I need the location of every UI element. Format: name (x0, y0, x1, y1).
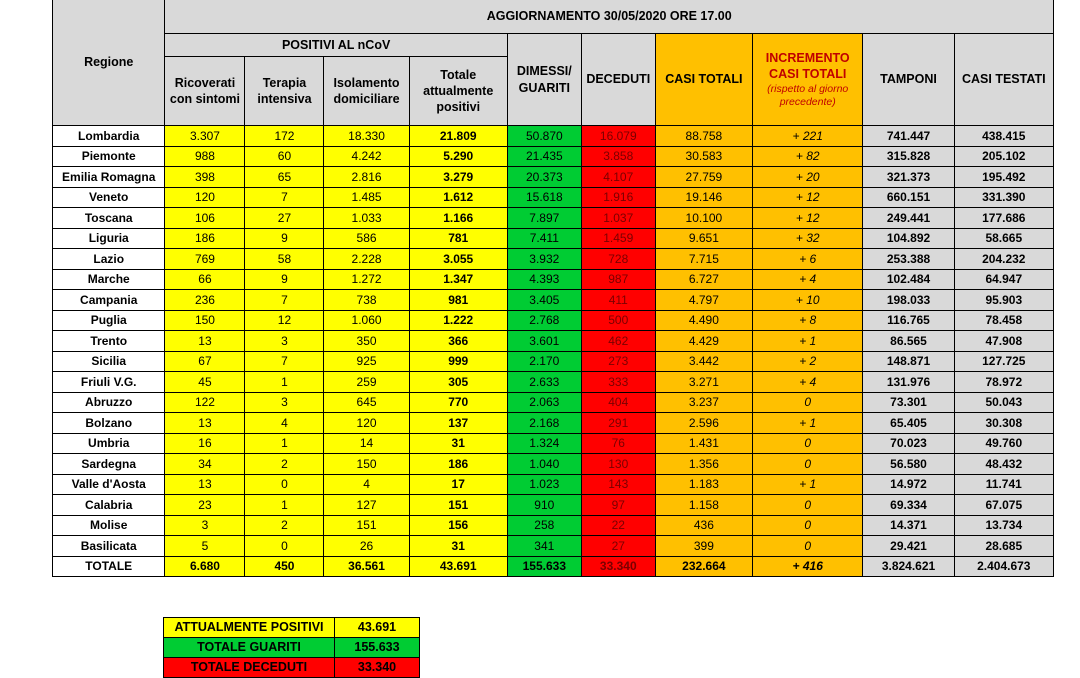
total-row (53, 556, 1054, 577)
regione-cell: Puglia (53, 310, 165, 331)
terapia-cell: 9 (245, 228, 324, 249)
deceduti-cell: 4.107 (581, 167, 655, 188)
casi-totali-cell: 27.759 (655, 167, 752, 188)
incremento-title: INCREMENTO CASI TOTALI (765, 51, 850, 82)
deceduti-cell: 462 (581, 331, 655, 352)
terapia-cell: 0 (245, 536, 324, 557)
page-title: AGGIORNAMENTO 30/05/2020 ORE 17.00 (165, 0, 1054, 34)
ricoverati-cell: 3 (165, 515, 245, 536)
dimessi-cell: 1.040 (507, 454, 581, 475)
summary-label: TOTALE DECEDUTI (164, 658, 335, 678)
table-row (53, 228, 1054, 249)
table-row (53, 146, 1054, 167)
terapia-cell: 4 (245, 413, 324, 434)
ricoverati-cell: 34 (165, 454, 245, 475)
totale-positivi-cell: 3.055 (409, 249, 507, 270)
dimessi-cell: 1.023 (507, 474, 581, 495)
incremento-cell: 0 (753, 454, 863, 475)
header-casi-totali: CASI TOTALI (655, 34, 752, 126)
totale-positivi-cell: 3.279 (409, 167, 507, 188)
totale-positivi-cell: 5.290 (409, 146, 507, 167)
tamponi-cell: 56.580 (863, 454, 954, 475)
dimessi-cell: 21.435 (507, 146, 581, 167)
isolamento-cell: 120 (324, 413, 409, 434)
terapia-cell: 7 (245, 187, 324, 208)
incremento-cell: + 1 (753, 413, 863, 434)
header-casi-testati: CASI TESTATI (954, 34, 1053, 126)
isolamento-cell: 1.485 (324, 187, 409, 208)
dimessi-cell: 4.393 (507, 269, 581, 290)
casi-totali-cell: 1.158 (655, 495, 752, 516)
ricoverati-cell: 120 (165, 187, 245, 208)
regione-cell: Sicilia (53, 351, 165, 372)
incremento-cell: 0 (753, 495, 863, 516)
regione-cell: Molise (53, 515, 165, 536)
regione-cell: Campania (53, 290, 165, 311)
regione-cell: Lombardia (53, 126, 165, 147)
casi-totali-cell: 232.664 (655, 556, 752, 577)
totale-positivi-cell: 17 (409, 474, 507, 495)
table-row (53, 515, 1054, 536)
ricoverati-cell: 106 (165, 208, 245, 229)
isolamento-cell: 925 (324, 351, 409, 372)
isolamento-cell: 26 (324, 536, 409, 557)
header-terapia: Terapia intensiva (245, 57, 324, 126)
casi-totali-cell: 19.146 (655, 187, 752, 208)
casi-testati-cell: 331.390 (954, 187, 1053, 208)
dimessi-cell: 155.633 (507, 556, 581, 577)
ricoverati-cell: 5 (165, 536, 245, 557)
regione-cell: Trento (53, 331, 165, 352)
incremento-cell: + 20 (753, 167, 863, 188)
table-row (53, 331, 1054, 352)
deceduti-cell: 27 (581, 536, 655, 557)
casi-totali-cell: 6.727 (655, 269, 752, 290)
incremento-cell: + 1 (753, 474, 863, 495)
terapia-cell: 7 (245, 290, 324, 311)
dimessi-cell: 258 (507, 515, 581, 536)
regione-cell: Lazio (53, 249, 165, 270)
terapia-cell: 27 (245, 208, 324, 229)
header-deceduti: DECEDUTI (581, 34, 655, 126)
totale-positivi-cell: 137 (409, 413, 507, 434)
terapia-cell: 60 (245, 146, 324, 167)
deceduti-cell: 404 (581, 392, 655, 413)
casi-totali-cell: 3.271 (655, 372, 752, 393)
ricoverati-cell: 66 (165, 269, 245, 290)
ricoverati-cell: 988 (165, 146, 245, 167)
totale-positivi-cell: 305 (409, 372, 507, 393)
tamponi-cell: 249.441 (863, 208, 954, 229)
ricoverati-cell: 769 (165, 249, 245, 270)
terapia-cell: 450 (245, 556, 324, 577)
header-tamponi: TAMPONI (863, 34, 954, 126)
tamponi-cell: 14.972 (863, 474, 954, 495)
casi-testati-cell: 58.665 (954, 228, 1053, 249)
tamponi-cell: 741.447 (863, 126, 954, 147)
deceduti-cell: 1.037 (581, 208, 655, 229)
dimessi-cell: 910 (507, 495, 581, 516)
ricoverati-cell: 16 (165, 433, 245, 454)
deceduti-cell: 411 (581, 290, 655, 311)
deceduti-cell: 130 (581, 454, 655, 475)
table-row (53, 269, 1054, 290)
casi-totali-cell: 10.100 (655, 208, 752, 229)
table-row (53, 495, 1054, 516)
table-row (53, 474, 1054, 495)
tamponi-cell: 253.388 (863, 249, 954, 270)
casi-testati-cell: 64.947 (954, 269, 1053, 290)
casi-testati-cell: 11.741 (954, 474, 1053, 495)
tamponi-cell: 14.371 (863, 515, 954, 536)
tamponi-cell: 148.871 (863, 351, 954, 372)
dimessi-cell: 2.768 (507, 310, 581, 331)
isolamento-cell: 127 (324, 495, 409, 516)
incremento-cell: + 416 (753, 556, 863, 577)
dimessi-cell: 15.618 (507, 187, 581, 208)
totale-positivi-cell: 770 (409, 392, 507, 413)
regione-cell: Piemonte (53, 146, 165, 167)
regione-cell: Marche (53, 269, 165, 290)
totale-positivi-cell: 31 (409, 433, 507, 454)
table-row (53, 433, 1054, 454)
totale-positivi-cell: 43.691 (409, 556, 507, 577)
casi-totali-cell: 4.490 (655, 310, 752, 331)
incremento-cell: + 6 (753, 249, 863, 270)
ricoverati-cell: 13 (165, 474, 245, 495)
ricoverati-cell: 3.307 (165, 126, 245, 147)
deceduti-cell: 22 (581, 515, 655, 536)
isolamento-cell: 1.060 (324, 310, 409, 331)
terapia-cell: 1 (245, 433, 324, 454)
header-regione: Regione (53, 0, 165, 126)
incremento-cell: + 8 (753, 310, 863, 331)
totale-positivi-cell: 1.612 (409, 187, 507, 208)
summary-label: ATTUALMENTE POSITIVI (164, 618, 335, 638)
regione-cell: Friuli V.G. (53, 372, 165, 393)
regione-cell: Emilia Romagna (53, 167, 165, 188)
totale-positivi-cell: 1.166 (409, 208, 507, 229)
tamponi-cell: 198.033 (863, 290, 954, 311)
dimessi-cell: 20.373 (507, 167, 581, 188)
totale-positivi-cell: 999 (409, 351, 507, 372)
regione-cell: Sardegna (53, 454, 165, 475)
casi-testati-cell: 78.972 (954, 372, 1053, 393)
casi-testati-cell: 47.908 (954, 331, 1053, 352)
ricoverati-cell: 186 (165, 228, 245, 249)
deceduti-cell: 143 (581, 474, 655, 495)
deceduti-cell: 291 (581, 413, 655, 434)
deceduti-cell: 728 (581, 249, 655, 270)
table-row (53, 310, 1054, 331)
totale-positivi-cell: 156 (409, 515, 507, 536)
incremento-cell: + 82 (753, 146, 863, 167)
casi-totali-cell: 3.237 (655, 392, 752, 413)
table-row (53, 249, 1054, 270)
terapia-cell: 2 (245, 454, 324, 475)
isolamento-cell: 18.330 (324, 126, 409, 147)
dimessi-cell: 3.405 (507, 290, 581, 311)
tamponi-cell: 102.484 (863, 269, 954, 290)
regione-cell: Toscana (53, 208, 165, 229)
table-row (53, 413, 1054, 434)
deceduti-cell: 987 (581, 269, 655, 290)
summary-value: 155.633 (335, 638, 420, 658)
casi-testati-cell: 13.734 (954, 515, 1053, 536)
isolamento-cell: 150 (324, 454, 409, 475)
header-positivi-group: POSITIVI AL nCoV (165, 34, 507, 57)
terapia-cell: 3 (245, 392, 324, 413)
casi-totali-cell: 30.583 (655, 146, 752, 167)
tamponi-cell: 315.828 (863, 146, 954, 167)
totale-positivi-cell: 151 (409, 495, 507, 516)
table-row (53, 187, 1054, 208)
regione-cell: Calabria (53, 495, 165, 516)
incremento-cell: + 2 (753, 351, 863, 372)
ricoverati-cell: 236 (165, 290, 245, 311)
regione-cell: Veneto (53, 187, 165, 208)
summary-label: TOTALE GUARITI (164, 638, 335, 658)
casi-totali-cell: 399 (655, 536, 752, 557)
dimessi-cell: 2.633 (507, 372, 581, 393)
casi-testati-cell: 78.458 (954, 310, 1053, 331)
casi-testati-cell: 127.725 (954, 351, 1053, 372)
deceduti-cell: 16.079 (581, 126, 655, 147)
incremento-cell: + 221 (753, 126, 863, 147)
ricoverati-cell: 67 (165, 351, 245, 372)
casi-totali-cell: 3.442 (655, 351, 752, 372)
totale-positivi-cell: 21.809 (409, 126, 507, 147)
tamponi-cell: 3.824.621 (863, 556, 954, 577)
casi-testati-cell: 95.903 (954, 290, 1053, 311)
deceduti-cell: 3.858 (581, 146, 655, 167)
incremento-cell: + 1 (753, 331, 863, 352)
tamponi-cell: 321.373 (863, 167, 954, 188)
incremento-cell: + 12 (753, 187, 863, 208)
casi-testati-cell: 177.686 (954, 208, 1053, 229)
tamponi-cell: 73.301 (863, 392, 954, 413)
isolamento-cell: 738 (324, 290, 409, 311)
casi-testati-cell: 195.492 (954, 167, 1053, 188)
terapia-cell: 2 (245, 515, 324, 536)
regione-cell: TOTALE (53, 556, 165, 577)
isolamento-cell: 2.228 (324, 249, 409, 270)
isolamento-cell: 14 (324, 433, 409, 454)
isolamento-cell: 2.816 (324, 167, 409, 188)
regione-cell: Liguria (53, 228, 165, 249)
casi-testati-cell: 49.760 (954, 433, 1053, 454)
isolamento-cell: 645 (324, 392, 409, 413)
isolamento-cell: 4 (324, 474, 409, 495)
tamponi-cell: 86.565 (863, 331, 954, 352)
casi-testati-cell: 30.308 (954, 413, 1053, 434)
table-body (53, 126, 1054, 577)
terapia-cell: 7 (245, 351, 324, 372)
tamponi-cell: 29.421 (863, 536, 954, 557)
summary-value: 43.691 (335, 618, 420, 638)
isolamento-cell: 259 (324, 372, 409, 393)
casi-totali-cell: 2.596 (655, 413, 752, 434)
dimessi-cell: 3.932 (507, 249, 581, 270)
casi-totali-cell: 4.797 (655, 290, 752, 311)
table-row (53, 290, 1054, 311)
casi-totali-cell: 88.758 (655, 126, 752, 147)
summary-value: 33.340 (335, 658, 420, 678)
ricoverati-cell: 122 (165, 392, 245, 413)
terapia-cell: 58 (245, 249, 324, 270)
casi-totali-cell: 4.429 (655, 331, 752, 352)
dimessi-cell: 341 (507, 536, 581, 557)
totale-positivi-cell: 186 (409, 454, 507, 475)
dimessi-cell: 3.601 (507, 331, 581, 352)
isolamento-cell: 36.561 (324, 556, 409, 577)
terapia-cell: 1 (245, 495, 324, 516)
deceduti-cell: 1.916 (581, 187, 655, 208)
ricoverati-cell: 6.680 (165, 556, 245, 577)
incremento-cell: + 4 (753, 372, 863, 393)
dimessi-cell: 2.170 (507, 351, 581, 372)
casi-totali-cell: 1.356 (655, 454, 752, 475)
incremento-cell: 0 (753, 392, 863, 413)
incremento-cell: + 4 (753, 269, 863, 290)
table-row (53, 126, 1054, 147)
deceduti-cell: 273 (581, 351, 655, 372)
totale-positivi-cell: 781 (409, 228, 507, 249)
incremento-cell: + 32 (753, 228, 863, 249)
terapia-cell: 172 (245, 126, 324, 147)
covid-regional-table (52, 0, 1054, 577)
dimessi-cell: 2.063 (507, 392, 581, 413)
table-row (53, 167, 1054, 188)
ricoverati-cell: 13 (165, 413, 245, 434)
casi-testati-cell: 438.415 (954, 126, 1053, 147)
terapia-cell: 12 (245, 310, 324, 331)
isolamento-cell: 586 (324, 228, 409, 249)
casi-testati-cell: 28.685 (954, 536, 1053, 557)
incremento-cell: 0 (753, 536, 863, 557)
casi-totali-cell: 7.715 (655, 249, 752, 270)
totale-positivi-cell: 31 (409, 536, 507, 557)
tamponi-cell: 70.023 (863, 433, 954, 454)
incremento-cell: + 10 (753, 290, 863, 311)
totale-positivi-cell: 1.222 (409, 310, 507, 331)
casi-totali-cell: 436 (655, 515, 752, 536)
casi-totali-cell: 9.651 (655, 228, 752, 249)
isolamento-cell: 151 (324, 515, 409, 536)
header-incremento (753, 34, 863, 126)
dimessi-cell: 7.897 (507, 208, 581, 229)
isolamento-cell: 4.242 (324, 146, 409, 167)
table-row (53, 372, 1054, 393)
table-row (53, 351, 1054, 372)
incremento-cell: + 12 (753, 208, 863, 229)
header-ricoverati: Ricoverati con sintomi (165, 57, 245, 126)
table-row (53, 536, 1054, 557)
ricoverati-cell: 398 (165, 167, 245, 188)
totale-positivi-cell: 1.347 (409, 269, 507, 290)
regione-cell: Basilicata (53, 536, 165, 557)
tamponi-cell: 131.976 (863, 372, 954, 393)
incremento-note: (rispetto al giorno precedente) (767, 82, 849, 108)
table-row (53, 392, 1054, 413)
dimessi-cell: 50.870 (507, 126, 581, 147)
header-dimessi: DIMESSI/ GUARITI (507, 34, 581, 126)
tamponi-cell: 65.405 (863, 413, 954, 434)
incremento-cell: 0 (753, 433, 863, 454)
casi-totali-cell: 1.183 (655, 474, 752, 495)
totale-positivi-cell: 366 (409, 331, 507, 352)
ricoverati-cell: 23 (165, 495, 245, 516)
header-totale-positivi: Totale attualmente positivi (409, 57, 507, 126)
terapia-cell: 0 (245, 474, 324, 495)
deceduti-cell: 333 (581, 372, 655, 393)
ricoverati-cell: 150 (165, 310, 245, 331)
isolamento-cell: 350 (324, 331, 409, 352)
deceduti-cell: 76 (581, 433, 655, 454)
incremento-cell: 0 (753, 515, 863, 536)
ricoverati-cell: 13 (165, 331, 245, 352)
regione-cell: Abruzzo (53, 392, 165, 413)
terapia-cell: 1 (245, 372, 324, 393)
tamponi-cell: 69.334 (863, 495, 954, 516)
table-row (53, 454, 1054, 475)
dimessi-cell: 1.324 (507, 433, 581, 454)
deceduti-cell: 33.340 (581, 556, 655, 577)
tamponi-cell: 116.765 (863, 310, 954, 331)
regione-cell: Bolzano (53, 413, 165, 434)
tamponi-cell: 104.892 (863, 228, 954, 249)
dimessi-cell: 7.411 (507, 228, 581, 249)
casi-testati-cell: 48.432 (954, 454, 1053, 475)
totale-positivi-cell: 981 (409, 290, 507, 311)
terapia-cell: 3 (245, 331, 324, 352)
regione-cell: Valle d'Aosta (53, 474, 165, 495)
deceduti-cell: 500 (581, 310, 655, 331)
terapia-cell: 9 (245, 269, 324, 290)
isolamento-cell: 1.033 (324, 208, 409, 229)
terapia-cell: 65 (245, 167, 324, 188)
casi-testati-cell: 205.102 (954, 146, 1053, 167)
casi-totali-cell: 1.431 (655, 433, 752, 454)
isolamento-cell: 1.272 (324, 269, 409, 290)
casi-testati-cell: 2.404.673 (954, 556, 1053, 577)
table-row (53, 208, 1054, 229)
header-isolamento: Isolamento domiciliare (324, 57, 409, 126)
tamponi-cell: 660.151 (863, 187, 954, 208)
summary-table (163, 617, 420, 678)
deceduti-cell: 97 (581, 495, 655, 516)
casi-testati-cell: 50.043 (954, 392, 1053, 413)
dimessi-cell: 2.168 (507, 413, 581, 434)
casi-testati-cell: 67.075 (954, 495, 1053, 516)
ricoverati-cell: 45 (165, 372, 245, 393)
deceduti-cell: 1.459 (581, 228, 655, 249)
casi-testati-cell: 204.232 (954, 249, 1053, 270)
regione-cell: Umbria (53, 433, 165, 454)
